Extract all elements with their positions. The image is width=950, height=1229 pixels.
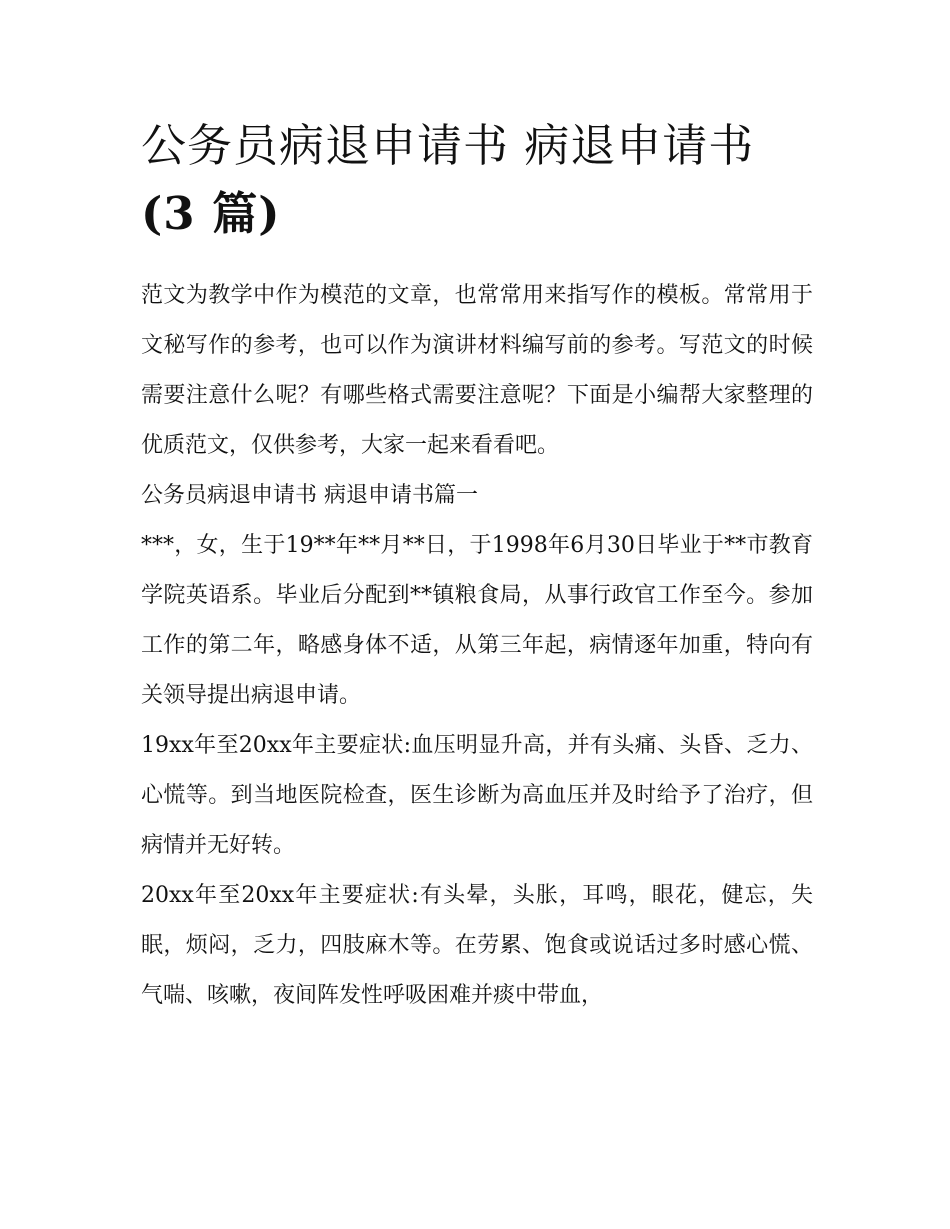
title-main: 公务员病退申请书 病退申请书	[141, 119, 755, 172]
body-paragraph: 20xx年至20xx年主要症状:有头晕，头胀，耳鸣，眼花，健忘，失眠，烦闷，乏力，四肢麻木等。在劳累、饱食或说话过多时感心慌、气喘、咳嗽，夜间阵发性呼吸困难并痰中带血，	[141, 883, 813, 1008]
document-body	[141, 112, 813, 1021]
intro-paragraph: 范文为教学中作为模范的文章，也常常用来指写作的模板。常常用于文秘写作的参考，也可以作为演讲材料编写前的参考。写范文的时候需要注意什么呢？有哪些格式需要注意呢？下面是小编帮大家整理的优质范文，仅供参考，大家一起来看看吧。	[141, 283, 813, 458]
section-heading: 公务员病退申请书 病退申请书篇一	[141, 483, 478, 508]
title-count: (3 篇)	[141, 186, 281, 240]
document-title	[141, 112, 813, 247]
body-paragraph: ***，女，生于19**年**月**日，于1998年6月30日毕业于**市教育学院英语系。毕业后分配到**镇粮食局，从事行政官工作至今。参加工作的第二年，略感身体不适，从第三年起，病情逐年加重，特向有关领导提出病退申请。	[141, 533, 813, 708]
body-paragraph: 19xx年至20xx年主要症状:血压明显升高，并有头痛、头昏、乏力、心慌等。到当地医院检查，医生诊断为高血压并及时给予了治疗，但病情并无好转。	[141, 733, 813, 858]
